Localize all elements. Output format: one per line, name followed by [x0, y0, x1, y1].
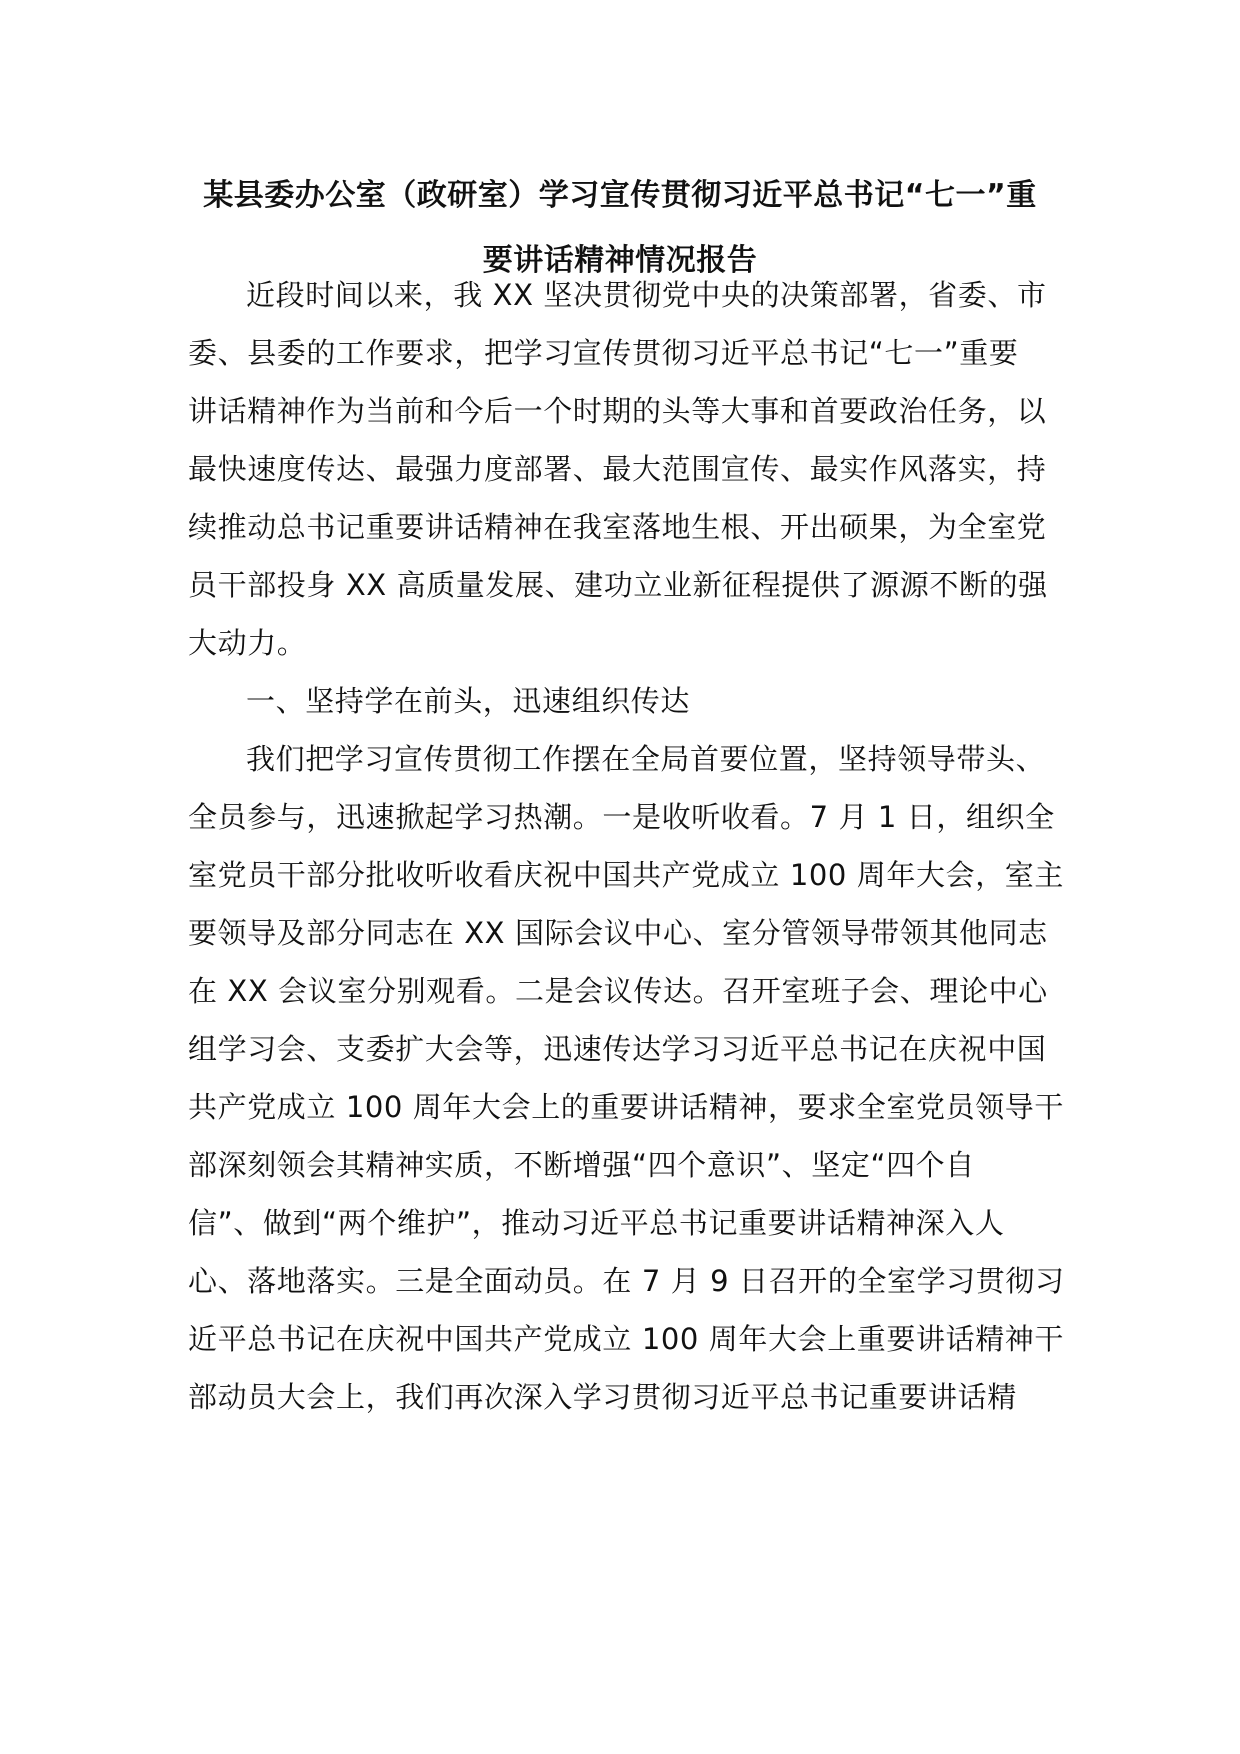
paragraph-line: 近平总书记在庆祝中国共产党成立 100 周年大会上重要讲话精神干 [188, 1322, 1064, 1356]
paragraph-line: 大动力。 [188, 626, 307, 660]
paragraph-line: 讲话精神作为当前和今后一个时期的头等大事和首要政治任务，以 [188, 394, 1047, 428]
section-heading: 一、坚持学在前头，迅速组织传达 [246, 684, 691, 718]
paragraph-line: 组学习会、支委扩大会等，迅速传达学习习近平总书记在庆祝中国 [188, 1032, 1047, 1066]
document-title-line-1: 某县委办公室（政研室）学习宣传贯彻习近平总书记“七一”重 [203, 178, 1037, 213]
paragraph-line: 我们把学习宣传贯彻工作摆在全局首要位置，坚持领导带头、 [246, 742, 1046, 776]
paragraph-line: 共产党成立 100 周年大会上的重要讲话精神，要求全室党员领导干 [188, 1090, 1064, 1124]
paragraph-line: 续推动总书记重要讲话精神在我室落地生根、开出硕果，为全室党 [188, 510, 1047, 544]
paragraph-line: 委、县委的工作要求，把学习宣传贯彻习近平总书记“七一”重要 [188, 336, 1019, 370]
paragraph-line: 近段时间以来，我 XX 坚决贯彻党中央的决策部署，省委、市 [246, 278, 1047, 312]
paragraph-line: 要领导及部分同志在 XX 国际会议中心、室分管领导带领其他同志 [188, 916, 1048, 950]
paragraph-line: 心、落地落实。三是全面动员。在 7 月 9 日召开的全室学习贯彻习 [188, 1264, 1065, 1298]
paragraph-line: 室党员干部分批收听收看庆祝中国共产党成立 100 周年大会，室主 [188, 858, 1064, 892]
paragraph-line: 最快速度传达、最强力度部署、最大范围宣传、最实作风落实，持 [188, 452, 1047, 486]
paragraph-line: 信”、做到“两个维护”，推动习近平总书记重要讲话精神深入人 [188, 1206, 1005, 1240]
paragraph-line: 员干部投身 XX 高质量发展、建功立业新征程提供了源源不断的强 [188, 568, 1048, 602]
paragraph-line: 全员参与，迅速掀起学习热潮。一是收听收看。7 月 1 日，组织全 [188, 800, 1055, 834]
paragraph-line: 部动员大会上，我们再次深入学习贯彻习近平总书记重要讲话精 [188, 1380, 1017, 1414]
document-title-line-2: 要讲话精神情况报告 [482, 243, 758, 278]
paragraph-line: 在 XX 会议室分别观看。二是会议传达。召开室班子会、理论中心 [188, 974, 1048, 1008]
paragraph-line: 部深刻领会其精神实质，不断增强“四个意识”、坚定“四个自 [188, 1148, 975, 1182]
